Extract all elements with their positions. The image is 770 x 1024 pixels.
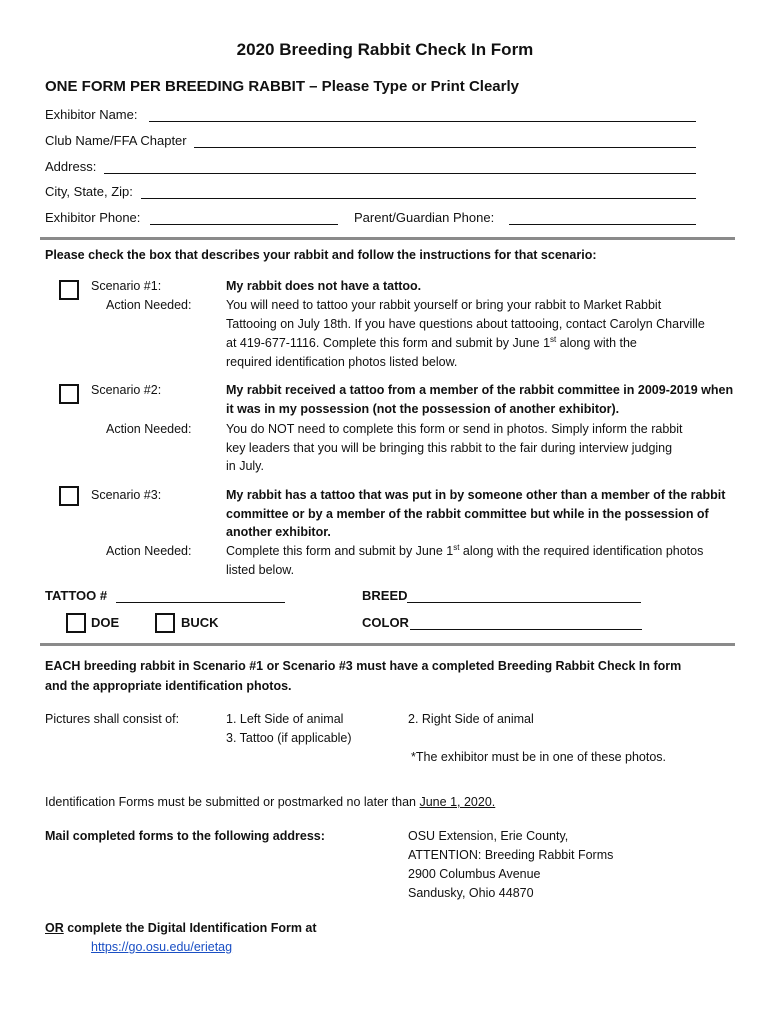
exhibitor-phone-field[interactable] <box>150 224 338 225</box>
city-state-zip-field[interactable] <box>141 198 696 199</box>
picture-item: 3. Tattoo (if applicable) <box>226 731 352 745</box>
color-label: COLOR <box>362 615 409 630</box>
digital-form-text: OR complete the Digital Identification Form at <box>45 921 317 935</box>
breed-label: BREED <box>362 588 408 603</box>
pictures-label: Pictures shall consist of: <box>45 712 180 726</box>
section-divider <box>40 237 735 240</box>
scenario-2-action-label: Action Needed: <box>106 422 192 436</box>
scenario-1-checkbox[interactable] <box>59 280 79 300</box>
pictures-note: *The exhibitor must be in one of these photos. <box>411 750 667 764</box>
scenario-1-action-line: at 419-677-1116. Complete this form and submit by June 1st along with the <box>226 334 637 350</box>
digital-form-link[interactable]: https://go.osu.edu/erietag <box>91 940 233 954</box>
picture-item: 2. Right Side of animal <box>408 712 534 726</box>
deadline-text: Identification Forms must be submitted or postmarked no later than June 1, 2020. <box>45 795 496 809</box>
parent-phone-label: Parent/Guardian Phone: <box>354 210 495 225</box>
form-title: 2020 Breeding Rabbit Check In Form <box>236 40 534 59</box>
scenario-3-action-line: listed below. <box>226 563 295 577</box>
scenario-1-action-label: Action Needed: <box>106 298 192 312</box>
address-line: 2900 Columbus Avenue <box>408 867 541 881</box>
doe-label: DOE <box>91 615 120 630</box>
scenario-1-action-line: Tattooing on July 18th. If you have questions about tattooing, contact Carolyn Charville <box>226 317 705 331</box>
scenario-1-action-line: You will need to tattoo your rabbit yourself or bring your rabbit to Market Rabbit <box>226 298 662 312</box>
scenario-3-heading: another exhibitor. <box>226 525 331 539</box>
tattoo-field[interactable] <box>116 602 285 603</box>
scenario-2-action-line: You do NOT need to complete this form or send in photos. Simply inform the rabbit <box>226 422 683 436</box>
address-label: Address: <box>45 159 97 174</box>
exhibitor-name-label: Exhibitor Name: <box>45 107 138 122</box>
scenario-1-label: Scenario #1: <box>91 279 162 293</box>
scenario-3-action-label: Action Needed: <box>106 544 192 558</box>
exhibitor-phone-label: Exhibitor Phone: <box>45 210 141 225</box>
doe-checkbox[interactable] <box>66 613 86 633</box>
requirement-note: and the appropriate identification photos. <box>45 679 292 693</box>
scenario-1-action-line: required identification photos listed below. <box>226 355 458 369</box>
tattoo-label: TATTOO # <box>45 588 108 603</box>
instructions-text: Please check the box that describes your rabbit and follow the instructions for that scenario: <box>45 248 597 262</box>
city-state-zip-label: City, State, Zip: <box>45 184 133 199</box>
scenario-3-label: Scenario #3: <box>91 488 162 502</box>
scenario-2-action-line: in July. <box>226 459 264 473</box>
scenario-3-heading: My rabbit has a tattoo that was put in by someone other than a member of the rabbit <box>226 488 726 502</box>
breed-field[interactable] <box>407 602 641 603</box>
scenario-3-heading: committee or by a member of the rabbit committee but while in the possession of <box>226 507 709 521</box>
picture-item: 1. Left Side of animal <box>226 712 344 726</box>
scenario-2-heading: it was in my possession (not the possession of another exhibitor). <box>226 402 620 416</box>
address-line: ATTENTION: Breeding Rabbit Forms <box>408 848 614 862</box>
buck-checkbox[interactable] <box>155 613 175 633</box>
exhibitor-name-field[interactable] <box>149 121 696 122</box>
deadline-date: June 1, 2020. <box>419 795 496 809</box>
scenario-2-label: Scenario #2: <box>91 383 162 397</box>
scenario-3-action-line: Complete this form and submit by June 1st along with the required identification photos <box>226 542 704 558</box>
form-subtitle: ONE FORM PER BREEDING RABBIT – Please Type or Print Clearly <box>45 78 519 95</box>
buck-label: BUCK <box>181 615 219 630</box>
scenario-2-heading: My rabbit received a tattoo from a member of the rabbit committee in 2009-2019 when <box>226 383 734 397</box>
section-divider <box>40 643 735 646</box>
scenario-3-checkbox[interactable] <box>59 486 79 506</box>
club-name-label: Club Name/FFA Chapter <box>45 133 187 148</box>
parent-phone-field[interactable] <box>509 224 696 225</box>
address-line: Sandusky, Ohio 44870 <box>408 886 534 900</box>
scenario-2-action-line: key leaders that you will be bringing this rabbit to the fair during interview judging <box>226 441 673 455</box>
address-field[interactable] <box>104 173 696 174</box>
requirement-note: EACH breeding rabbit in Scenario #1 or Scenario #3 must have a completed Breeding Rabbit Check In form <box>45 659 682 673</box>
color-field[interactable] <box>410 629 642 630</box>
scenario-1-heading: My rabbit does not have a tattoo. <box>226 279 422 293</box>
scenario-2-checkbox[interactable] <box>59 384 79 404</box>
address-line: OSU Extension, Erie County, <box>408 829 569 843</box>
mail-label: Mail completed forms to the following address: <box>45 829 325 843</box>
club-name-field[interactable] <box>194 147 696 148</box>
